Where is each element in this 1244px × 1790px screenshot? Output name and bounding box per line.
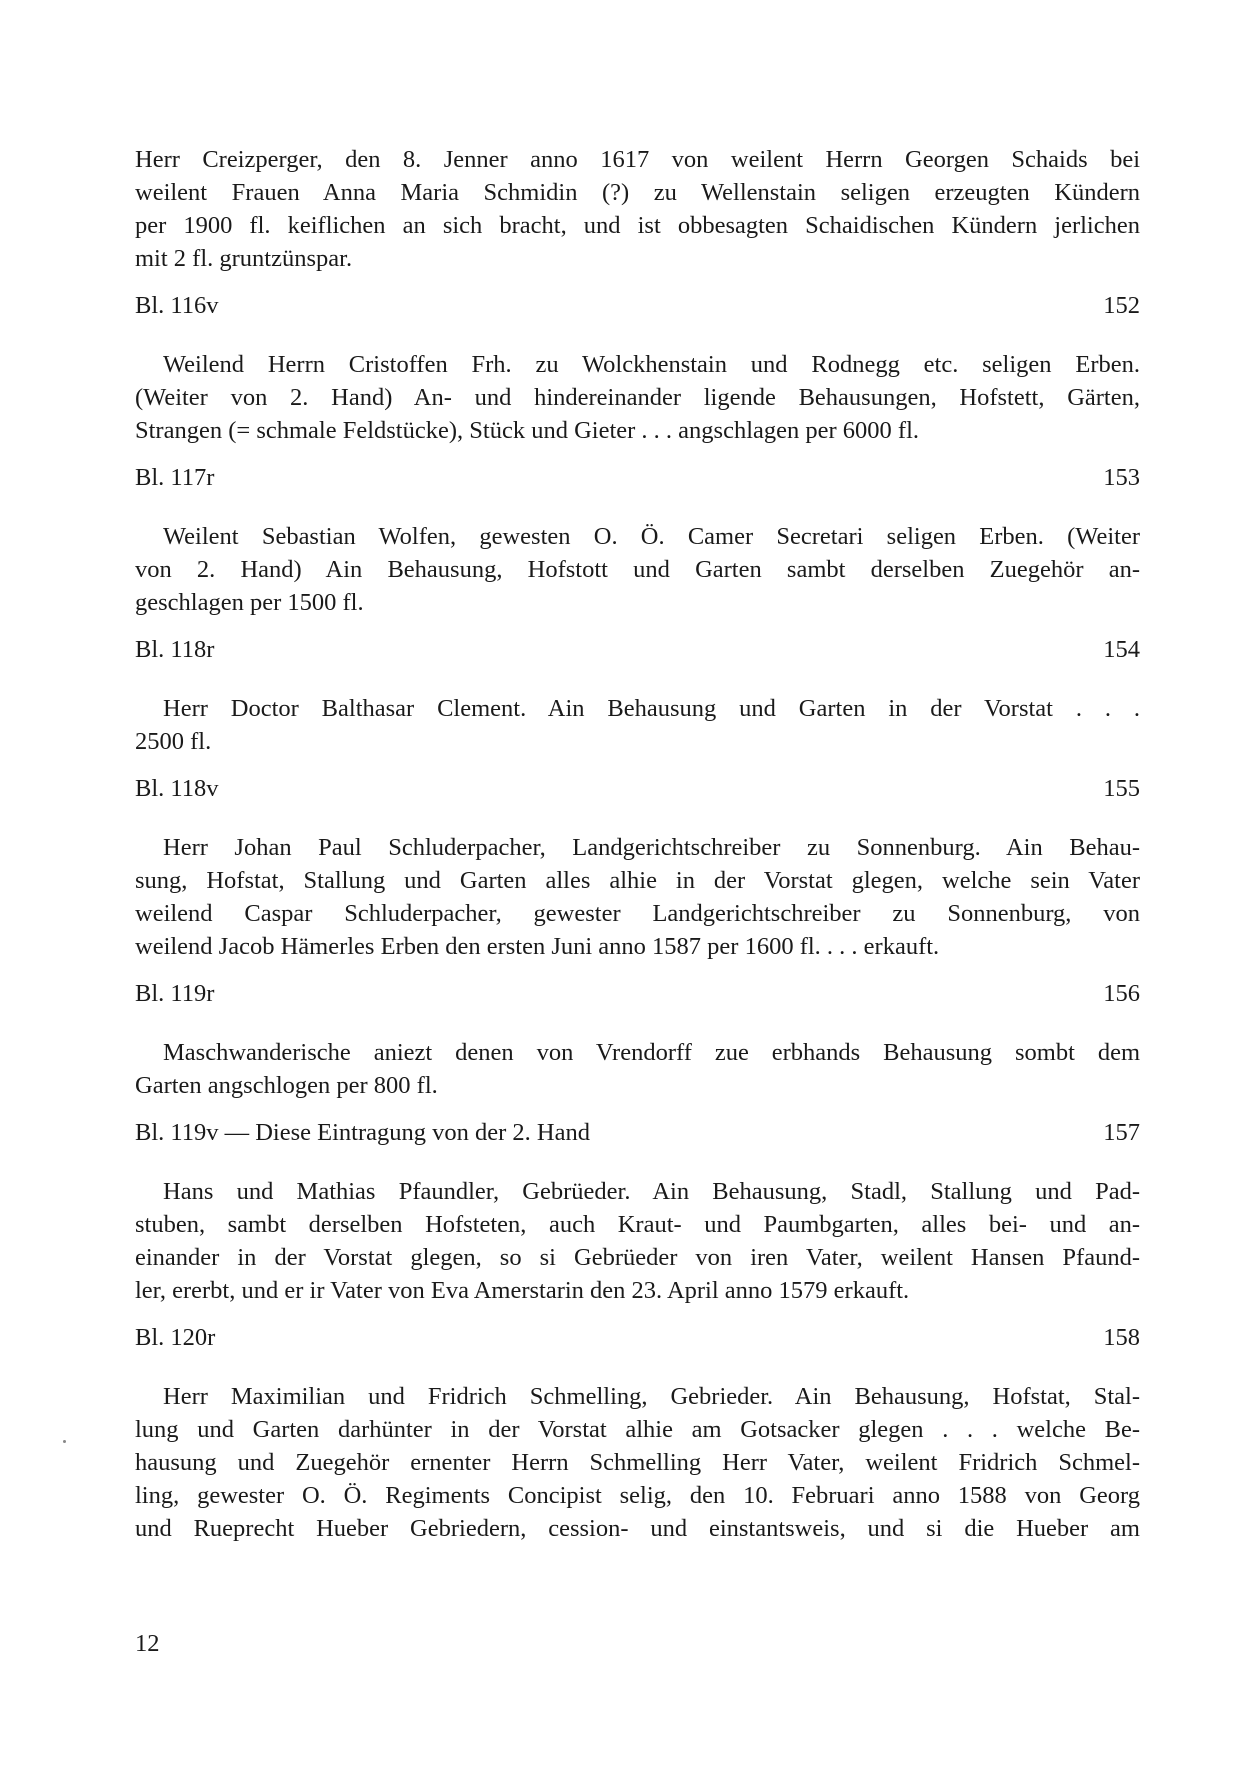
text-line: (Weiter von 2. Hand) An- und hindereinander ligende Behausungen, Hofstett, Gärten,	[135, 384, 1140, 411]
text-line: stuben, sambt derselben Hofsteten, auch Kraut- und Paumbgarten, alles bei- und an-	[135, 1211, 1140, 1238]
folio-reference: Bl. 118r	[135, 636, 215, 663]
print-speck	[63, 1440, 66, 1443]
folio-reference: Bl. 119v — Diese Eintragung von der 2. Hand	[135, 1119, 590, 1146]
text-line: Weilend Herrn Cristoffen Frh. zu Wolckhenstain und Rodnegg etc. seligen Erben.	[163, 351, 1140, 378]
entry-number: 155	[1103, 775, 1140, 802]
folio-reference: Bl. 117r	[135, 464, 215, 491]
text-line: lung und Garten darhünter in der Vorstat alhie am Gotsacker glegen . . . welche Be-	[135, 1416, 1140, 1443]
text-line: Weilent Sebastian Wolfen, gewesten O. Ö. Camer Secretari seligen Erben. (Weiter	[163, 523, 1140, 550]
text-line: weilend Jacob Hämerles Erben den ersten Juni anno 1587 per 1600 fl. . . . erkauft.	[135, 933, 940, 960]
entry-heading-154	[135, 633, 1140, 666]
text-line: weilent Frauen Anna Maria Schmidin (?) zu Wellenstain seligen erzeugten Kündern	[135, 179, 1140, 206]
text-line: sung, Hofstat, Stallung und Garten alles alhie in der Vorstat glegen, welche sein Vater	[135, 867, 1140, 894]
text-line: Herr Creizperger, den 8. Jenner anno 1617 von weilent Herrn Georgen Schaids bei	[135, 146, 1140, 173]
entry-number: 153	[1103, 464, 1140, 491]
paragraph-157	[135, 1175, 1140, 1307]
text-line: mit 2 fl. gruntzünspar.	[135, 245, 353, 272]
paragraph-158	[135, 1380, 1140, 1545]
text-line: Hans und Mathias Pfaundler, Gebrüeder. Ain Behausung, Stadl, Stallung und Pad-	[163, 1178, 1140, 1205]
paragraph-152	[135, 348, 1140, 447]
text-line: und Rueprecht Hueber Gebriedern, cession- und einstantsweis, und si die Hueber am	[135, 1515, 1140, 1542]
text-line: von 2. Hand) Ain Behausung, Hofstott und Garten sambt derselben Zuegehör an-	[135, 556, 1140, 583]
entry-number: 157	[1103, 1119, 1140, 1146]
page-body	[135, 143, 1140, 1545]
entry-number: 156	[1103, 980, 1140, 1007]
text-line: Maschwanderische aniezt denen von Vrendorff zue erbhands Behausung sombt dem	[163, 1039, 1140, 1066]
entry-number: 158	[1103, 1324, 1140, 1351]
folio-reference: Bl. 119r	[135, 980, 215, 1007]
folio-reference: Bl. 116v	[135, 292, 219, 319]
text-line: Garten angschlogen per 800 fl.	[135, 1072, 438, 1099]
entry-number: 154	[1103, 636, 1140, 663]
entry-heading-157	[135, 1116, 1140, 1149]
folio-reference: Bl. 118v	[135, 775, 219, 802]
text-line: geschlagen per 1500 fl.	[135, 589, 364, 616]
paragraph-156	[135, 1036, 1140, 1102]
entry-heading-155	[135, 772, 1140, 805]
folio-reference: Bl. 120r	[135, 1324, 216, 1351]
text-line: Strangen (= schmale Feldstücke), Stück und Gieter . . . angschlagen per 6000 fl.	[135, 417, 919, 444]
text-line: hausung und Zuegehör ernenter Herrn Schmelling Herr Vater, weilent Fridrich Schmel-	[135, 1449, 1140, 1476]
paragraph-1	[135, 143, 1140, 275]
text-line: per 1900 fl. keiflichen an sich bracht, und ist obbesagten Schaidischen Kündern jerlichen	[135, 212, 1140, 239]
page-number: 12	[135, 1630, 160, 1657]
paragraph-153	[135, 520, 1140, 619]
text-line: Herr Johan Paul Schluderpacher, Landgerichtschreiber zu Sonnenburg. Ain Behau-	[163, 834, 1140, 861]
entry-heading-158	[135, 1321, 1140, 1354]
text-line: 2500 fl.	[135, 728, 212, 755]
text-line: ling, gewester O. Ö. Regiments Concipist selig, den 10. Februari anno 1588 von Georg	[135, 1482, 1140, 1509]
text-line: einander in der Vorstat glegen, so si Gebrüeder von iren Vater, weilent Hansen Pfaund-	[135, 1244, 1140, 1271]
text-line: weilend Caspar Schluderpacher, gewester Landgerichtschreiber zu Sonnenburg, von	[135, 900, 1140, 927]
entry-heading-156	[135, 977, 1140, 1010]
text-line: Herr Doctor Balthasar Clement. Ain Behausung und Garten in der Vorstat . . .	[163, 695, 1140, 722]
paragraph-154	[135, 692, 1140, 758]
text-line: Herr Maximilian und Fridrich Schmelling, Gebrieder. Ain Behausung, Hofstat, Stal-	[163, 1383, 1140, 1410]
paragraph-155	[135, 831, 1140, 963]
entry-heading-152	[135, 289, 1140, 322]
entry-number: 152	[1103, 292, 1140, 319]
entry-heading-153	[135, 461, 1140, 494]
text-line: ler, ererbt, und er ir Vater von Eva Amerstarin den 23. April anno 1579 erkauft.	[135, 1277, 910, 1304]
